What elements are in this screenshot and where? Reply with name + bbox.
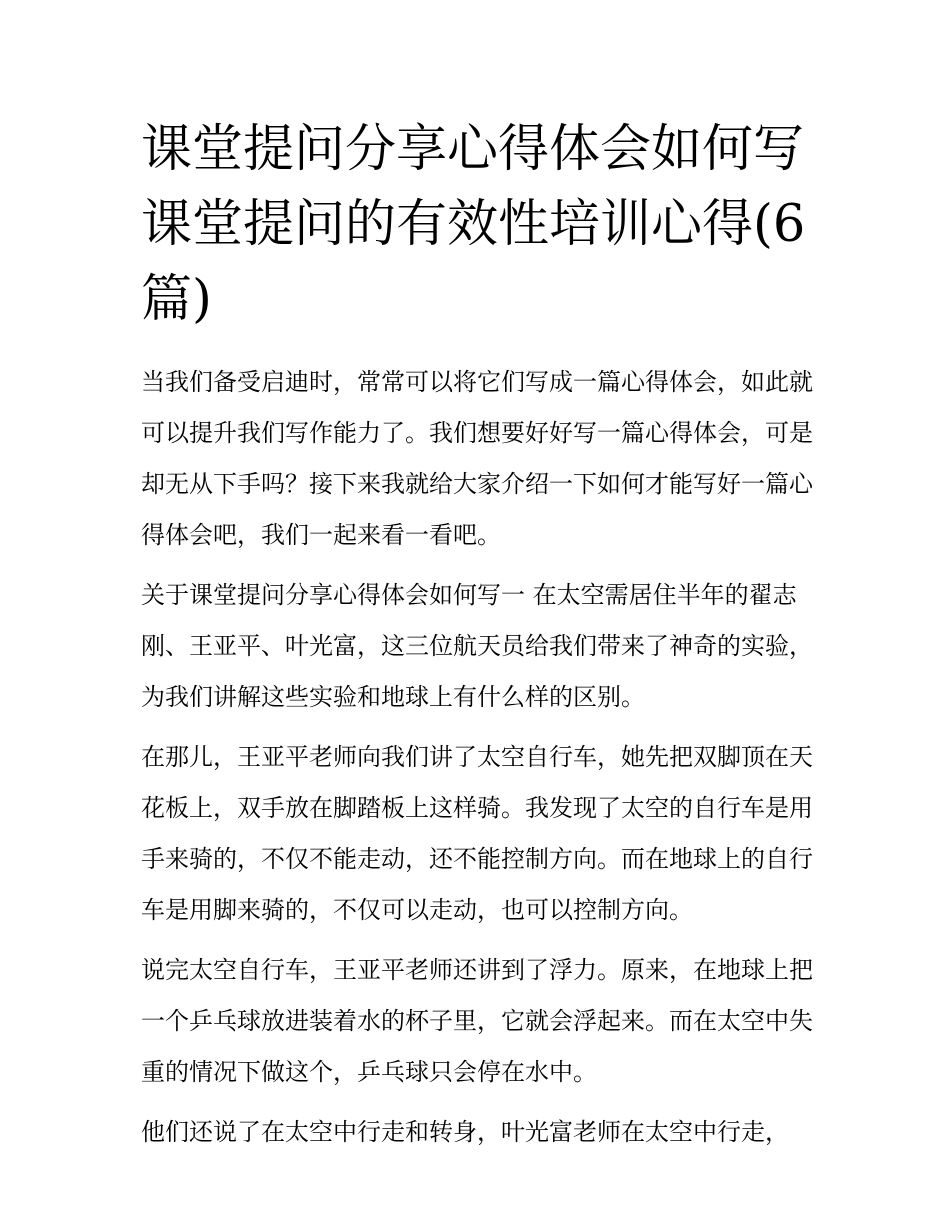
document-page: [141, 112, 813, 1167]
paragraph-section-one: 关于课堂提问分享心得体会如何写一 在太空需居住半年的翟志刚、王亚平、叶光富，这三位航天员给我们带来了神奇的实验，为我们讲解这些实验和地球上有什么样的区别。: [141, 581, 813, 711]
document-title: 课堂提问分享心得体会如何写课堂提问的有效性培训心得(6篇): [141, 120, 806, 329]
paragraph-buoyancy: 说完太空自行车，王亚平老师还讲到了浮力。原来，在地球上把一个乒乓球放进装着水的杯子里，它就会浮起来。而在太空中失重的情况下做这个，乒乓球只会停在水中。: [141, 956, 813, 1086]
paragraph-walking: 他们还说了在太空中行走和转身，叶光富老师在太空中行走，: [141, 1118, 789, 1146]
paragraph-intro: 当我们备受启迪时，常常可以将它们写成一篇心得体会，如此就可以提升我们写作能力了。我们想要好好写一篇心得体会，可是却无从下手吗？接下来我就给大家介绍一下如何才能写好一篇心得体会吧，我们一起来看一看吧。: [141, 368, 813, 549]
paragraph-space-bicycle: 在那儿，王亚平老师向我们讲了太空自行车，她先把双脚顶在天花板上，双手放在脚踏板上这样骑。我发现了太空的自行车是用手来骑的，不仅不能走动，还不能控制方向。而在地球上的自行车是用脚来骑的，不仅可以走动，也可以控制方向。: [141, 743, 813, 924]
